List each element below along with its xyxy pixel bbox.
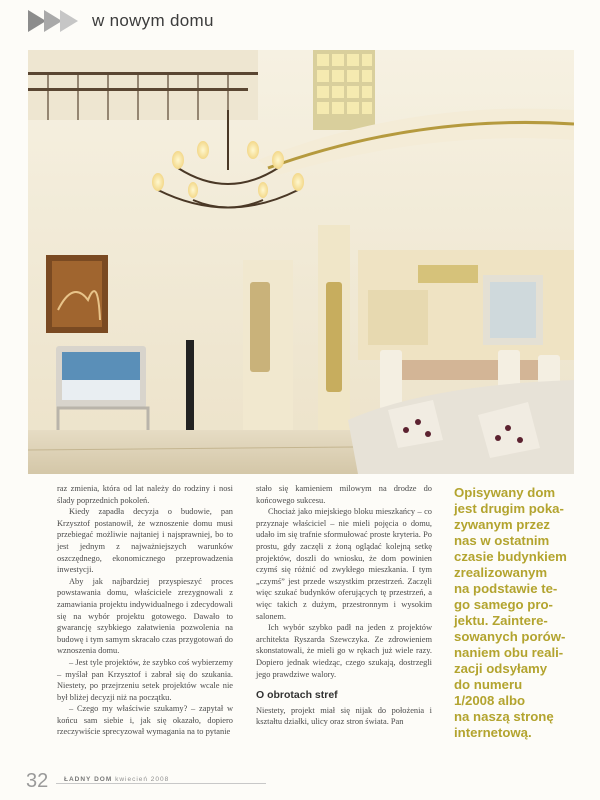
magazine-credit xyxy=(64,776,173,783)
subheading: O obrotach stref xyxy=(256,689,338,702)
paragraph: Kiedy zapadła decyzja o budowie, pan Krzysztof postanowił, że wznoszenie domu musi przebiegać możliwie najtaniej i najsprawniej, bo to jest jednym z najważniejszych warunków oszczędnego, ekonomicznego przeprowadzenia inwestycji. xyxy=(57,507,233,575)
sidebar-line: czasie budynkiem xyxy=(454,549,567,564)
interior-photo xyxy=(28,50,574,474)
paragraph: Niestety, projekt miał się nijak do położenia i kształtu działki, ulicy oraz stron świata. Pan xyxy=(256,705,432,727)
sidebar-line: Opisywany dom xyxy=(454,485,556,500)
magazine-name: ŁADNY DOM xyxy=(64,776,113,783)
sidebar-line: zrealizowanym xyxy=(454,565,548,580)
paragraph: Aby jak najbardziej przyspieszyć proces powstawania domu, właściciele zrezygnowali z zamawiania projektu indywidualnego i zdecydowali się na wybór projektu gotowego. Dawało to gwarancję szybkiego załatwienia pozwolenia na budowę i tym samym skracało czas przygotowań do wznoszenia domu. xyxy=(57,576,233,656)
sidebar-line: nas w ostatnim xyxy=(454,533,550,548)
chevron-icon xyxy=(60,10,78,32)
sidebar-line: go samego pro- xyxy=(454,597,553,612)
sidebar-line: do numeru xyxy=(454,677,523,692)
sidebar-line: zywanym przez xyxy=(454,517,551,532)
sidebar-line: internetową. xyxy=(454,725,532,740)
paragraph: – Jest tyle projektów, że szybko coś wybierzemy – myślał pan Krzysztof i zabrał się do szukania. Niestety, po przejrzeniu setek projektów wcale nie był bliżej decyzji niż na początku. xyxy=(57,657,233,702)
article-column-1 xyxy=(57,483,233,738)
sidebar-line: jest drugim poka- xyxy=(454,501,564,516)
paragraph: stało się kamieniem milowym na drodze do końcowego sukcesu. xyxy=(256,484,432,505)
article-column-2 xyxy=(256,483,432,728)
paragraph: Chociaż jako miejskiego bloku mieszkańcy – co przyznaje właściciel – nie mieli pojęcia o domu, udało im się trafnie sformułować proste kryteria. Po prostu, gdy zaczęli z żoną oglądać kolejną setkę projektów, doszli do wniosku, że dom powinien czymś się różnić od zwykłego mieszkania. I tym „czymś” jest przede wszystkim przestrzeń. Zaczęli więc szukać budynków oferujących tę przestrzeń, a więc takich z dużym, przestronnym i wysokim salonem. xyxy=(256,507,432,621)
sidebar-line: zacji odsyłamy xyxy=(454,661,548,676)
sidebar-line: na podstawie te- xyxy=(454,581,558,596)
page-footer xyxy=(26,772,586,792)
paragraph: – Czego my właściwie szukamy? – zapytał w końcu sam siebie i, jak się okazało, dopiero rzeczywiście sprecyzował wymagania na to pytanie xyxy=(57,704,233,737)
sidebar-line: naniem obu reali- xyxy=(454,645,564,660)
page-number: 32 xyxy=(26,770,49,792)
sidebar-line: na naszą stronę xyxy=(454,709,554,724)
paragraph: raz zmienia, która od lat należy do rodziny i nosi ślady poprzednich pokoleń. xyxy=(57,484,233,505)
paragraph: Ich wybór szybko padł na jeden z projektów architekta Ryszarda Szewczyka. Ze zdrowieniem skonstatowali, że mieli go w rękach już wiele razy. Dopiero jednak wiedząc, czego szukają, dostrzegli jego prawdziwe walory. xyxy=(256,623,432,679)
section-title: w nowym domu xyxy=(92,11,214,30)
divider xyxy=(56,783,266,784)
sidebar-line: jektu. Zaintere- xyxy=(454,613,548,628)
page-header xyxy=(0,0,600,44)
issue-date: kwiecień 2008 xyxy=(115,776,170,783)
sidebar-line: 1/2008 albo xyxy=(454,693,526,708)
sidebar-note xyxy=(454,485,582,741)
sidebar-line: sowanych porów- xyxy=(454,629,566,644)
